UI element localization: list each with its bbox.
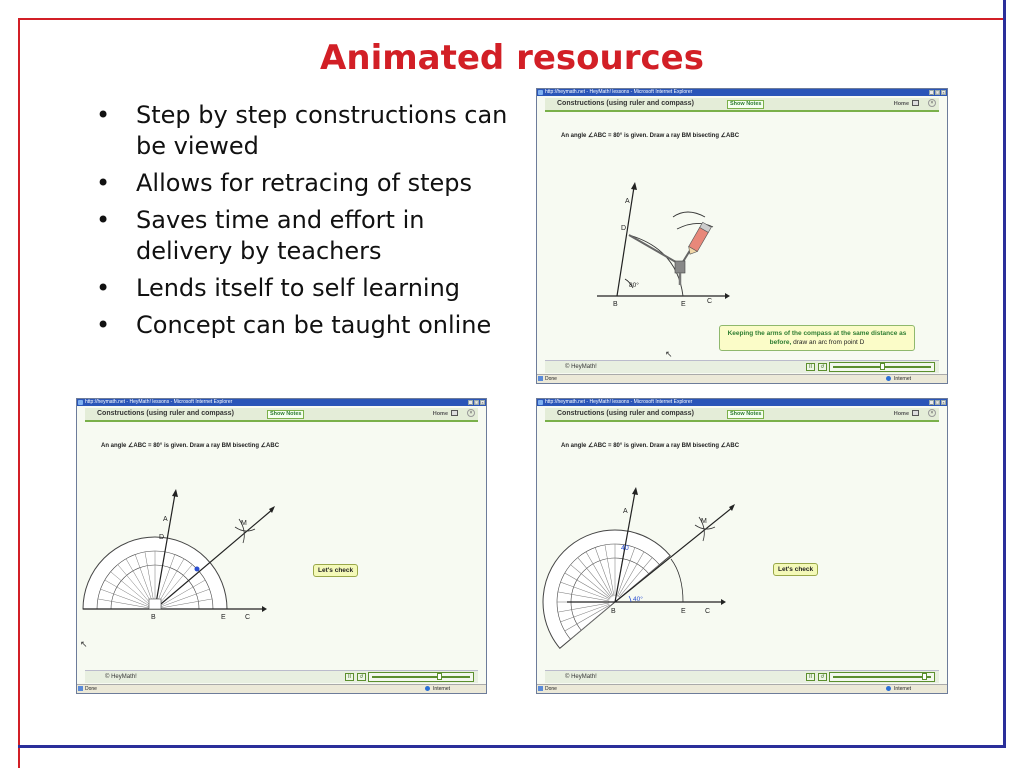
bullet-item <box>96 273 526 304</box>
status-zone: Internet <box>894 376 911 382</box>
label-c: C <box>245 614 251 621</box>
home-button[interactable]: Home <box>893 101 909 107</box>
bullet-dot: • <box>96 169 111 197</box>
construction-canvas <box>77 399 487 694</box>
globe-icon <box>425 686 430 691</box>
window-title: http://heymath.net - HeyMath! lessons - Microsoft Internet Explorer <box>85 399 233 405</box>
mouse-cursor-icon: ↖ <box>80 639 88 649</box>
arc-d <box>673 212 705 217</box>
slider-track <box>833 676 931 678</box>
close-window-icon[interactable]: × <box>481 400 484 405</box>
close-lesson-button[interactable]: × <box>928 409 936 417</box>
lesson-title: Constructions (using ruler and compass) <box>557 100 694 107</box>
home-button[interactable]: Home <box>893 411 909 417</box>
close-window-icon[interactable]: × <box>942 90 945 95</box>
label-e: E <box>681 301 686 308</box>
arc-intersect-1 <box>235 527 255 531</box>
maximize-icon[interactable]: □ <box>936 400 939 405</box>
replay-button[interactable]: ↺ <box>818 363 827 371</box>
label-b: B <box>611 608 616 615</box>
angle-arc <box>629 596 631 602</box>
label-e: E <box>221 614 226 621</box>
status-text: Done <box>85 686 97 692</box>
label-d: D <box>621 225 627 232</box>
lesson-title: Constructions (using ruler and compass) <box>97 410 234 417</box>
slide-title: Animated resources <box>320 38 704 78</box>
maximize-icon[interactable]: □ <box>475 400 478 405</box>
bullet-item <box>96 100 526 162</box>
slider-knob[interactable] <box>922 673 927 680</box>
bullet-text: Step by step constructions can be viewed <box>136 101 508 160</box>
window-title: http://heymath.net - HeyMath! lessons - Microsoft Internet Explorer <box>545 399 693 405</box>
close-lesson-button[interactable]: × <box>928 99 936 107</box>
status-text: Done <box>545 376 557 382</box>
bullet-text: Concept can be taught online <box>136 311 492 339</box>
pause-button[interactable]: II <box>806 673 815 681</box>
status-bar <box>537 684 947 693</box>
construction-canvas <box>537 399 948 694</box>
page-icon <box>538 686 543 691</box>
browser-screenshot-left <box>76 398 487 694</box>
label-e: E <box>681 608 686 615</box>
instruction-text: draw an arc from point D <box>791 339 865 346</box>
bullet-item <box>96 310 526 341</box>
label-a: A <box>625 198 630 205</box>
status-bar <box>537 374 947 383</box>
frame-line-left <box>18 18 20 768</box>
replay-button[interactable]: ↺ <box>818 673 827 681</box>
frame-line-right <box>1003 0 1006 748</box>
status-zone: Internet <box>894 686 911 692</box>
pause-button[interactable]: II <box>806 363 815 371</box>
player-bar <box>545 670 939 683</box>
lets-check-button[interactable]: Let's check <box>773 563 818 576</box>
bullet-text: Lends itself to self learning <box>136 274 461 302</box>
globe-icon <box>886 686 891 691</box>
arrowhead-a <box>632 487 638 495</box>
page-icon <box>78 686 83 691</box>
progress-slider[interactable] <box>368 672 474 682</box>
page-icon <box>538 376 543 381</box>
label-marker: 40 <box>621 545 629 552</box>
bullet-dot: • <box>96 206 111 234</box>
bullet-dot: • <box>96 101 111 129</box>
browser-screenshot-top <box>536 88 948 384</box>
minimize-icon[interactable]: _ <box>930 400 933 405</box>
problem-statement: An angle ∠ABC = 80° is given. Draw a ray BM bisecting ∠ABC <box>101 443 280 449</box>
label-d: D <box>159 534 165 541</box>
frame-line-bottom <box>18 745 1006 748</box>
slider-knob[interactable] <box>880 363 885 370</box>
label-b: B <box>613 301 618 308</box>
bullet-text: Allows for retracing of steps <box>136 169 473 197</box>
window-title: http://heymath.net - HeyMath! lessons - Microsoft Internet Explorer <box>545 89 693 95</box>
show-notes-button[interactable]: Show Notes <box>727 410 764 419</box>
close-lesson-button[interactable]: × <box>467 409 475 417</box>
minimize-icon[interactable]: _ <box>469 400 472 405</box>
bullet-item <box>96 205 526 267</box>
pause-button[interactable]: II <box>345 673 354 681</box>
globe-icon <box>886 376 891 381</box>
brand-label: © HeyMath! <box>565 674 597 680</box>
browser-screenshot-right <box>536 398 948 694</box>
arrowhead-c <box>262 606 267 612</box>
status-bar <box>77 684 486 693</box>
player-bar <box>545 360 939 373</box>
problem-statement: An angle ∠ABC = 80° is given. Draw a ray BM bisecting ∠ABC <box>561 133 740 139</box>
brand-label: © HeyMath! <box>565 364 597 370</box>
maximize-icon[interactable]: □ <box>936 90 939 95</box>
replay-button[interactable]: ↺ <box>357 673 366 681</box>
instruction-highlight: Keeping the arms of the compass at the same distance as before, <box>727 330 907 346</box>
arrowhead-a <box>631 182 637 190</box>
problem-statement: An angle ∠ABC = 80° is given. Draw a ray BM bisecting ∠ABC <box>561 443 740 449</box>
label-m: M <box>241 520 247 527</box>
label-c: C <box>705 608 711 615</box>
arc-e <box>671 559 683 602</box>
arrowhead-c <box>725 293 730 299</box>
slider-knob[interactable] <box>437 673 442 680</box>
label-a: A <box>163 516 168 523</box>
slider-track <box>372 676 470 678</box>
compass-leg-1 <box>629 235 681 265</box>
marker-dot <box>195 567 200 572</box>
label-angle: 80° <box>629 282 639 289</box>
instruction-box <box>719 325 915 351</box>
close-window-icon[interactable]: × <box>942 400 945 405</box>
label-a: A <box>623 508 628 515</box>
mouse-cursor-icon: ↖ <box>665 349 673 359</box>
status-zone: Internet <box>433 686 450 692</box>
compass-hinge <box>675 261 685 273</box>
player-bar <box>85 670 478 683</box>
bullet-list <box>96 100 526 347</box>
protractor-center <box>149 599 161 609</box>
brand-label: © HeyMath! <box>105 674 137 680</box>
bullet-item <box>96 168 526 199</box>
bullet-dot: • <box>96 311 111 339</box>
label-m: M <box>701 518 707 525</box>
progress-slider[interactable] <box>829 672 935 682</box>
lets-check-button[interactable]: Let's check <box>313 564 358 577</box>
label-b: B <box>151 614 156 621</box>
arc-intersect-1 <box>695 525 715 529</box>
progress-slider[interactable] <box>829 362 935 372</box>
frame-line-top <box>18 18 1006 20</box>
bullet-text: Saves time and effort in delivery by teachers <box>136 206 425 265</box>
show-notes-button[interactable]: Show Notes <box>267 410 304 419</box>
home-button[interactable]: Home <box>432 411 448 417</box>
bullet-dot: • <box>96 274 111 302</box>
label-angle: 40° <box>633 596 643 603</box>
minimize-icon[interactable]: _ <box>930 90 933 95</box>
show-notes-button[interactable]: Show Notes <box>727 100 764 109</box>
arrowhead-a <box>172 489 178 497</box>
lesson-title: Constructions (using ruler and compass) <box>557 410 694 417</box>
pencil-icon <box>686 222 712 256</box>
arrowhead-c <box>721 599 726 605</box>
status-text: Done <box>545 686 557 692</box>
label-c: C <box>707 298 713 305</box>
